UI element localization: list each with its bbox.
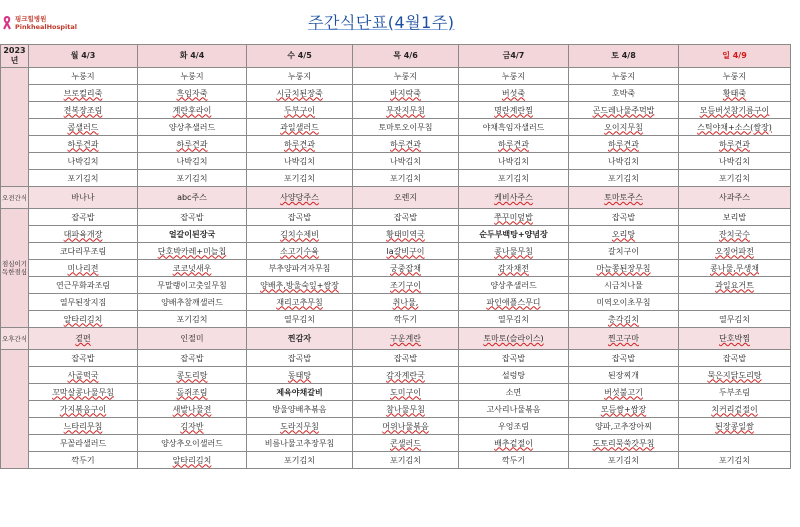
lunch-row — [1, 311, 791, 328]
lunch-cell: 알타리김치 — [29, 311, 138, 328]
day-header: 일 4/9 — [679, 45, 791, 68]
lunch-row — [1, 277, 791, 294]
lunch-cell: 콩나물,무생채 — [679, 260, 791, 277]
lunch-cell: 얼갈이된장국 — [138, 226, 247, 243]
breakfast-cell: 과일샐러드 — [247, 119, 353, 136]
breakfast-cell: 모듬버섯참기름구이 — [679, 102, 791, 119]
breakfast-row — [1, 119, 791, 136]
pink-ribbon-icon — [2, 16, 12, 30]
lunch-cell: 과일요거트 — [679, 277, 791, 294]
breakfast-cell: 포기김치 — [569, 170, 679, 187]
lunch-cell — [679, 294, 791, 311]
breakfast-cell: 오이지무침 — [569, 119, 679, 136]
breakfast-cell: 포기김치 — [247, 170, 353, 187]
dinner-cell: 콩도리탕 — [138, 367, 247, 384]
lunch-cell: 쭈꾸미덮밥 — [459, 209, 569, 226]
snack_am-row — [1, 187, 791, 209]
logo-name-en: PinkhealHospital — [15, 23, 77, 31]
dinner-label — [1, 350, 29, 469]
dinner-cell: 잡곡밥 — [459, 350, 569, 367]
dinner-cell: 두부조림 — [679, 384, 791, 401]
lunch-row — [1, 260, 791, 277]
lunch-cell: 대파육개장 — [29, 226, 138, 243]
lunch-cell: 단호박카레+미늘칩 — [138, 243, 247, 260]
breakfast-cell: 나박김치 — [138, 153, 247, 170]
lunch-cell: 감자채전 — [459, 260, 569, 277]
breakfast-cell: 누룽지 — [247, 68, 353, 85]
lunch-cell: 무말랭이고춧잎무침 — [138, 277, 247, 294]
year-cell: 2023 년 — [1, 45, 29, 68]
dinner-cell: 동태탕 — [247, 367, 353, 384]
breakfast-cell: 포기김치 — [138, 170, 247, 187]
snack_pm-label: 오후간식 — [1, 328, 29, 350]
breakfast-cell: 전복장조림 — [29, 102, 138, 119]
snack_am-cell: 바나나 — [29, 187, 138, 209]
snack_am-label: 오전간식 — [1, 187, 29, 209]
snack_pm-row — [1, 328, 791, 350]
breakfast-cell: 스틱야채+소스(쌈장) — [679, 119, 791, 136]
lunch-cell: 소고기수육 — [247, 243, 353, 260]
weekly-menu-table — [0, 44, 791, 469]
breakfast-cell: 누룽지 — [569, 68, 679, 85]
lunch-cell: 보리밥 — [679, 209, 791, 226]
dinner-cell: 잡곡밥 — [138, 350, 247, 367]
lunch-cell: 재리고추무침 — [247, 294, 353, 311]
dinner-cell: 고사리나물볶음 — [459, 401, 569, 418]
breakfast-cell: 나박김치 — [569, 153, 679, 170]
lunch-cell: 코코넛새우 — [138, 260, 247, 277]
lunch-cell: 갈치구이 — [569, 243, 679, 260]
lunch-cell: 시금치나물 — [569, 277, 679, 294]
dinner-cell: 포기김치 — [569, 452, 679, 469]
dinner-cell: 느타리무침 — [29, 418, 138, 435]
dinner-cell: 잡곡밥 — [247, 350, 353, 367]
dinner-cell — [679, 435, 791, 452]
breakfast-cell: 누룽지 — [353, 68, 459, 85]
day-header: 금4/7 — [459, 45, 569, 68]
dinner-cell: 알타리김치 — [138, 452, 247, 469]
hospital-logo — [2, 8, 84, 38]
breakfast-cell: 하루견과 — [569, 136, 679, 153]
dinner-cell: 배추겉절이 — [459, 435, 569, 452]
breakfast-cell: 하루견과 — [679, 136, 791, 153]
snack_am-cell: abc주스 — [138, 187, 247, 209]
breakfast-cell: 두부구이 — [247, 102, 353, 119]
dinner-cell: 제육야채갈비 — [247, 384, 353, 401]
snack_am-cell: 토마토주스 — [569, 187, 679, 209]
header-row — [1, 45, 791, 68]
day-header: 수 4/5 — [247, 45, 353, 68]
breakfast-row — [1, 136, 791, 153]
breakfast-cell: 나박김치 — [353, 153, 459, 170]
lunch-cell: 양배추참깨샐러드 — [138, 294, 247, 311]
breakfast-cell: 나박김치 — [459, 153, 569, 170]
dinner-cell: 된장찌개 — [569, 367, 679, 384]
lunch-cell: 열무된장지짐 — [29, 294, 138, 311]
lunch-cell: 양배추,방울숙잎+쌈장 — [247, 277, 353, 294]
day-header: 화 4/4 — [138, 45, 247, 68]
breakfast-cell: 호박죽 — [569, 85, 679, 102]
breakfast-cell: 나박김치 — [247, 153, 353, 170]
breakfast-cell: 브로컬리죽 — [29, 85, 138, 102]
breakfast-cell: 포기김치 — [29, 170, 138, 187]
breakfast-row — [1, 170, 791, 187]
snack_pm-cell: 찐감자 — [247, 328, 353, 350]
lunch-cell: 열무김치 — [459, 311, 569, 328]
logo-name-ko: 핑크힐병원 — [15, 15, 47, 23]
lunch-cell: 잡곡밥 — [29, 209, 138, 226]
lunch-cell: 미역오이초무침 — [569, 294, 679, 311]
snack_pm-cell: 인절미 — [138, 328, 247, 350]
lunch-cell: 총각김치 — [569, 311, 679, 328]
dinner-row — [1, 418, 791, 435]
breakfast-cell: 하루견과 — [29, 136, 138, 153]
dinner-cell: 도라지무침 — [247, 418, 353, 435]
breakfast-cell: 포기김치 — [353, 170, 459, 187]
breakfast-row — [1, 153, 791, 170]
lunch-cell: 부추양파겨자무침 — [247, 260, 353, 277]
dinner-cell: 방울양배추볶음 — [247, 401, 353, 418]
breakfast-cell: 무잔지무침 — [353, 102, 459, 119]
breakfast-cell: 버섯죽 — [459, 85, 569, 102]
dinner-cell: 사골떡국 — [29, 367, 138, 384]
dinner-cell: 소면 — [459, 384, 569, 401]
breakfast-cell: 나박김치 — [679, 153, 791, 170]
lunch-row — [1, 209, 791, 226]
lunch-cell: 마늘쫑된장무침 — [569, 260, 679, 277]
dinner-row — [1, 452, 791, 469]
breakfast-label — [1, 68, 29, 187]
dinner-cell: 잡곡밥 — [569, 350, 679, 367]
snack_am-cell: 사과주스 — [679, 187, 791, 209]
lunch-cell: 조기구이 — [353, 277, 459, 294]
dinner-cell: 머위나물볶음 — [353, 418, 459, 435]
lunch-cell: 궁중잡채 — [353, 260, 459, 277]
dinner-cell: 포기김치 — [247, 452, 353, 469]
lunch-cell: 오징어파전 — [679, 243, 791, 260]
dinner-cell: 잡곡밥 — [29, 350, 138, 367]
dinner-cell: 잡곡밥 — [353, 350, 459, 367]
lunch-cell: 양상추샐러드 — [459, 277, 569, 294]
lunch-cell: 황태미역국 — [353, 226, 459, 243]
breakfast-cell: 누룽지 — [459, 68, 569, 85]
lunch-cell: 잔치국수 — [679, 226, 791, 243]
breakfast-cell: 하루견과 — [353, 136, 459, 153]
lunch-label: 점심이기독한점심 — [1, 209, 29, 328]
dinner-cell: 양상추오이샐러드 — [138, 435, 247, 452]
lunch-cell: 열무김치 — [679, 311, 791, 328]
dinner-cell: 감자계란국 — [353, 367, 459, 384]
lunch-cell: 순두부백탕+양념장 — [459, 226, 569, 243]
dinner-cell: 깍두기 — [459, 452, 569, 469]
dinner-cell: 잡곡밥 — [679, 350, 791, 367]
breakfast-row — [1, 102, 791, 119]
dinner-cell: 도미구이 — [353, 384, 459, 401]
breakfast-cell: 누룽지 — [29, 68, 138, 85]
lunch-row — [1, 294, 791, 311]
lunch-cell: 미나리전 — [29, 260, 138, 277]
dinner-cell: 버섯불고기 — [569, 384, 679, 401]
dinner-row — [1, 384, 791, 401]
breakfast-cell: 누룽지 — [679, 68, 791, 85]
lunch-cell: 깍두기 — [353, 311, 459, 328]
breakfast-cell: 포기김치 — [459, 170, 569, 187]
lunch-cell: la갈비구이 — [353, 243, 459, 260]
lunch-cell: 연근무화과조림 — [29, 277, 138, 294]
dinner-cell: 도토리묵쑥갓무침 — [569, 435, 679, 452]
day-header: 월 4/3 — [29, 45, 138, 68]
breakfast-cell: 계란후라이 — [138, 102, 247, 119]
dinner-row — [1, 401, 791, 418]
dinner-cell: 우엉조림 — [459, 418, 569, 435]
dinner-cell: 콘샐러드 — [353, 435, 459, 452]
breakfast-cell: 나박김치 — [29, 153, 138, 170]
dinner-cell: 깍두기 — [29, 452, 138, 469]
lunch-cell: 오리탕 — [569, 226, 679, 243]
dinner-cell: 포기김치 — [679, 452, 791, 469]
snack_pm-cell: 구운계란 — [353, 328, 459, 350]
lunch-cell: 열무김치 — [247, 311, 353, 328]
dinner-row — [1, 367, 791, 384]
breakfast-row — [1, 68, 791, 85]
breakfast-cell: 누룽지 — [138, 68, 247, 85]
breakfast-row — [1, 85, 791, 102]
breakfast-cell: 야채흑임자샐러드 — [459, 119, 569, 136]
breakfast-cell: 명란계란찜 — [459, 102, 569, 119]
snack_pm-cell: 단호박찜 — [679, 328, 791, 350]
snack_am-cell: 오렌지 — [353, 187, 459, 209]
snack_am-cell: 케비사주스 — [459, 187, 569, 209]
breakfast-cell: 양상추샐러드 — [138, 119, 247, 136]
lunch-cell: 잡곡밥 — [569, 209, 679, 226]
dinner-cell: 된장콩일쌈 — [679, 418, 791, 435]
breakfast-cell: 바지락죽 — [353, 85, 459, 102]
dinner-cell: 묵은지닭도리탕 — [679, 367, 791, 384]
dinner-cell: 돌쥐조림 — [138, 384, 247, 401]
lunch-cell: 취나물, — [353, 294, 459, 311]
lunch-cell: 잡곡밥 — [247, 209, 353, 226]
dinner-cell: 포기김치 — [353, 452, 459, 469]
breakfast-cell: 황태죽 — [679, 85, 791, 102]
dinner-cell: 새발나물전 — [138, 401, 247, 418]
breakfast-cell: 곤드레나물주먹밥 — [569, 102, 679, 119]
snack_pm-cell: 토마토(슬라이스) — [459, 328, 569, 350]
day-header: 목 4/6 — [353, 45, 459, 68]
dinner-cell: 비름나물고추장무침 — [247, 435, 353, 452]
snack_pm-cell: 찐고구마 — [569, 328, 679, 350]
dinner-row — [1, 350, 791, 367]
dinner-cell: 가지볶음구이 — [29, 401, 138, 418]
breakfast-cell: 하루견과 — [138, 136, 247, 153]
dinner-cell: 치커리겉절이 — [679, 401, 791, 418]
dinner-cell: 참나물무침 — [353, 401, 459, 418]
lunch-row — [1, 243, 791, 260]
lunch-cell: 포기김치 — [138, 311, 247, 328]
breakfast-cell: 콥샐러드 — [29, 119, 138, 136]
snack_pm-cell: 곁편 — [29, 328, 138, 350]
day-header: 토 4/8 — [569, 45, 679, 68]
lunch-cell: 잡곡밥 — [138, 209, 247, 226]
lunch-cell: 파인애플스무디 — [459, 294, 569, 311]
page-title: 주간식단표(4월1주) — [308, 13, 455, 32]
breakfast-cell: 토마토오이무침 — [353, 119, 459, 136]
dinner-row — [1, 435, 791, 452]
breakfast-cell: 흑임자죽 — [138, 85, 247, 102]
lunch-cell: 콩나물무침 — [459, 243, 569, 260]
breakfast-cell: 하루견과 — [247, 136, 353, 153]
dinner-cell: 모듬쌈+쌈장 — [569, 401, 679, 418]
lunch-cell: 코다리무조림 — [29, 243, 138, 260]
breakfast-cell: 하루견과 — [459, 136, 569, 153]
dinner-cell: 양파,고추장아찌 — [569, 418, 679, 435]
dinner-cell: 김자반 — [138, 418, 247, 435]
dinner-cell: 꼬막살콩나물무침 — [29, 384, 138, 401]
snack_am-cell: 사양당주스 — [247, 187, 353, 209]
breakfast-cell: 시금치된장죽 — [247, 85, 353, 102]
lunch-row — [1, 226, 791, 243]
dinner-cell: 무꼴라샐러드 — [29, 435, 138, 452]
lunch-cell: 잡곡밥 — [353, 209, 459, 226]
breakfast-cell: 포기김치 — [679, 170, 791, 187]
lunch-cell: 김치수제비 — [247, 226, 353, 243]
dinner-cell: 설렁탕 — [459, 367, 569, 384]
